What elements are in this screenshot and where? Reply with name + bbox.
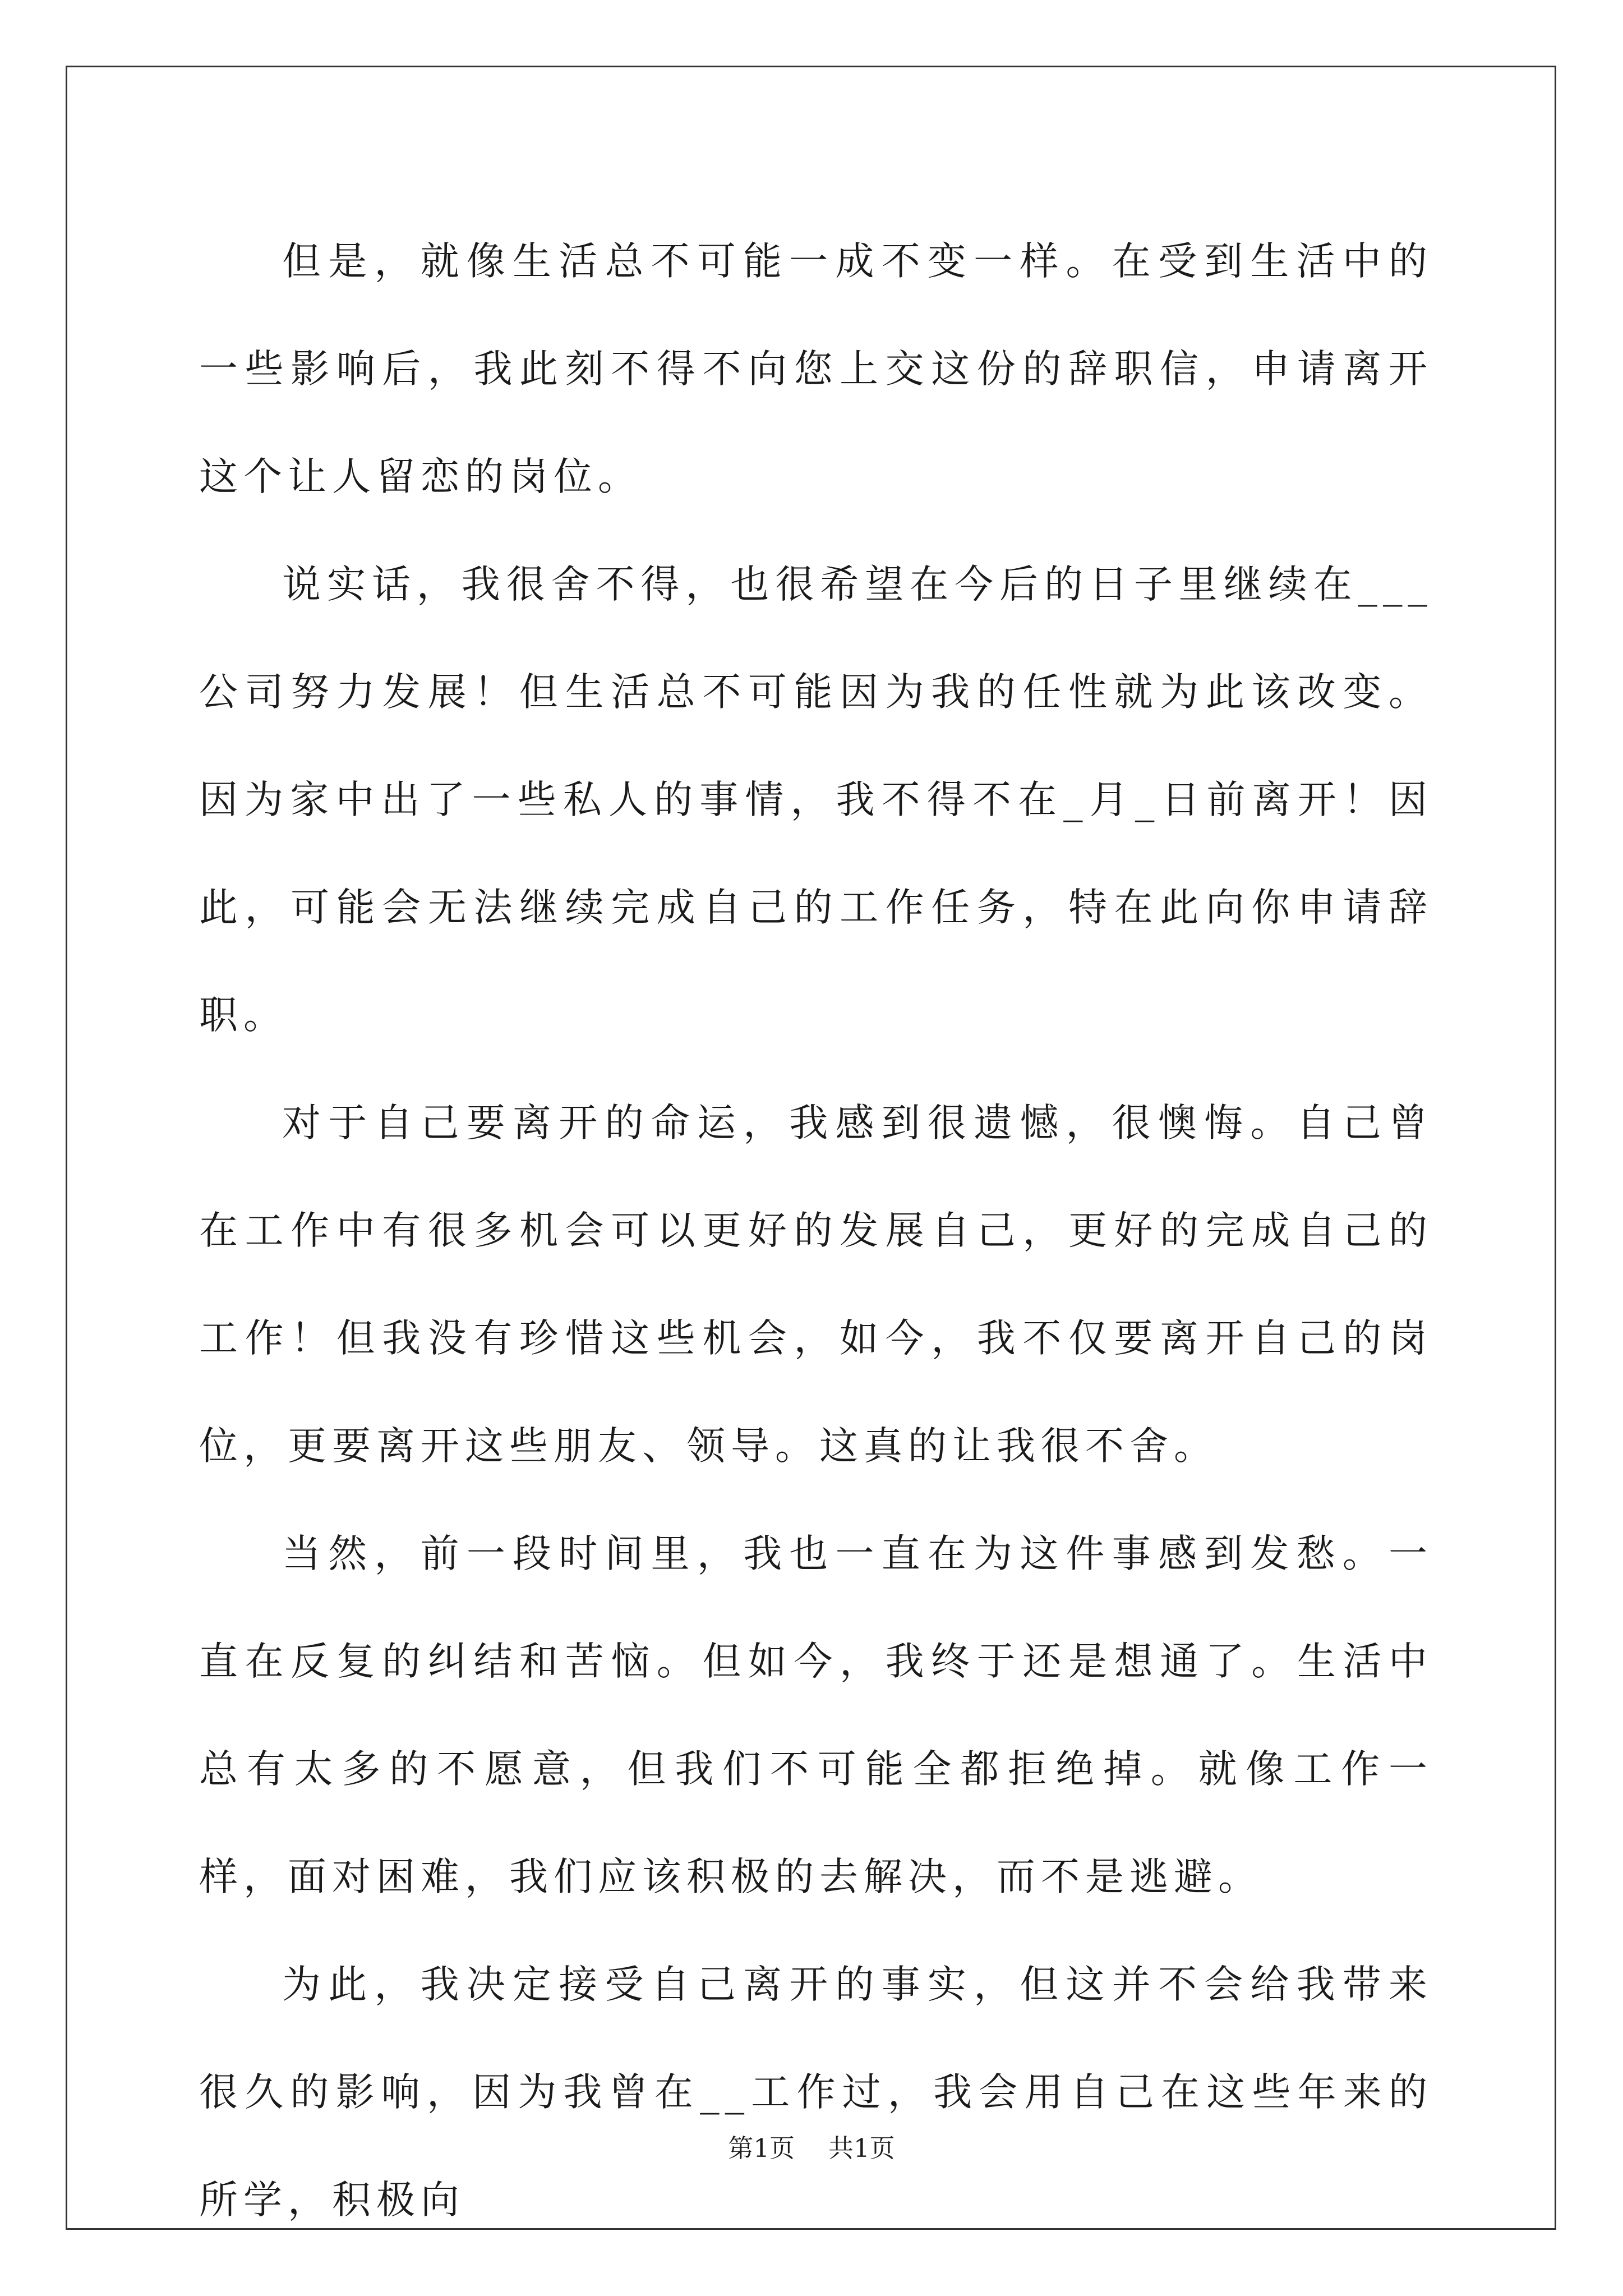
page-total: 共1页 [828, 2133, 895, 2163]
paragraph: 对于自己要离开的命运，我感到很遗憾，很懊悔。自己曾在工作中有很多机会可以更好的发展自己，更好的完成自己的工作！但我没有珍惜这些机会，如今，我不仅要离开自己的岗位，更要离开这些朋友、领导。这真的让我很不舍。 [199, 1101, 1433, 1469]
page-footer [0, 2132, 1623, 2165]
paragraph: 当然，前一段时间里，我也一直在为这件事感到发愁。一直在反复的纠结和苦恼。但如今，我终于还是想通了。生活中总有太多的不愿意，但我们不可能全都拒绝掉。就像工作一样，面对困难，我们应该积极的去解决，而不是逃避。 [199, 1531, 1433, 1899]
paragraph: 为此，我决定接受自己离开的事实，但这并不会给我带来很久的影响，因为我曾在__工作过，我会用自己在这些年来的所学，积极向 [199, 1962, 1433, 2223]
page-number: 第1页 [728, 2133, 795, 2163]
document-body [199, 208, 1433, 2254]
paragraph: 但是，就像生活总不可能一成不变一样。在受到生活中的一些影响后，我此刻不得不向您上交这份的辞职信，申请离开这个让人留恋的岗位。 [199, 239, 1433, 499]
paragraph: 说实话，我很舍不得，也很希望在今后的日子里继续在___公司努力发展！但生活总不可能因为我的任性就为此该改变。因为家中出了一些私人的事情，我不得不在_月_日前离开！因此，可能会无法继续完成自己的工作任务，特在此向你申请辞职。 [199, 562, 1433, 1038]
